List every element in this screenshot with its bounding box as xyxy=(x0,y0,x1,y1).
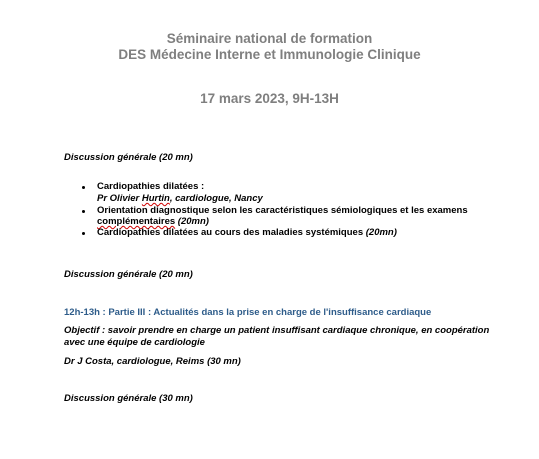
bullet-marker xyxy=(82,210,85,213)
bullet-marker xyxy=(82,186,85,189)
bullet-text: Cardiopathies dilatées au cours des maladies systémiques xyxy=(97,227,366,238)
bullet-dilated-cardiomyopathies: Cardiopathies dilatées : xyxy=(97,181,205,192)
bullet-duration: (20mn) xyxy=(365,227,397,238)
seminar-title: Séminaire national de formation xyxy=(166,31,373,46)
speaker-name: Hurtin xyxy=(141,193,170,204)
seminar-subtitle: DES Médecine Interne et Immunologie Clinique xyxy=(118,47,421,62)
bullet-systemic-diseases xyxy=(97,227,397,239)
bullet-duration: (20mn) xyxy=(175,216,209,227)
bullet-marker xyxy=(82,232,85,235)
part3-heading: 12h-13h : Partie III : Actualités dans la prise en charge de l'insuffisance cardiaque xyxy=(64,307,432,318)
speaker-prefix: Pr Olivier xyxy=(97,193,142,204)
bullet-word: complémentaires xyxy=(97,216,176,227)
bullet-speaker xyxy=(97,193,263,205)
general-discussion-3: Discussion générale (30 mn) xyxy=(64,393,193,404)
speaker-suffix: , cardiologue, Nancy xyxy=(169,193,263,204)
general-discussion-1: Discussion générale (20 mn) xyxy=(64,152,193,163)
seminar-date: 17 mars 2023, 9H-13H xyxy=(200,91,339,106)
part3-objective-line2: avec une équipe de cardiologie xyxy=(64,337,205,348)
part3-objective-line1: Objectif : savoir prendre en charge un patient insuffisant cardiaque chronique, en coopération xyxy=(64,325,490,336)
part3-speaker: Dr J Costa, cardiologue, Reims (30 mn) xyxy=(64,356,241,367)
bullet-diagnostic-orientation: Orientation diagnostique selon les caractéristiques sémiologiques et les examens xyxy=(97,205,468,216)
general-discussion-2: Discussion générale (20 mn) xyxy=(64,269,193,280)
